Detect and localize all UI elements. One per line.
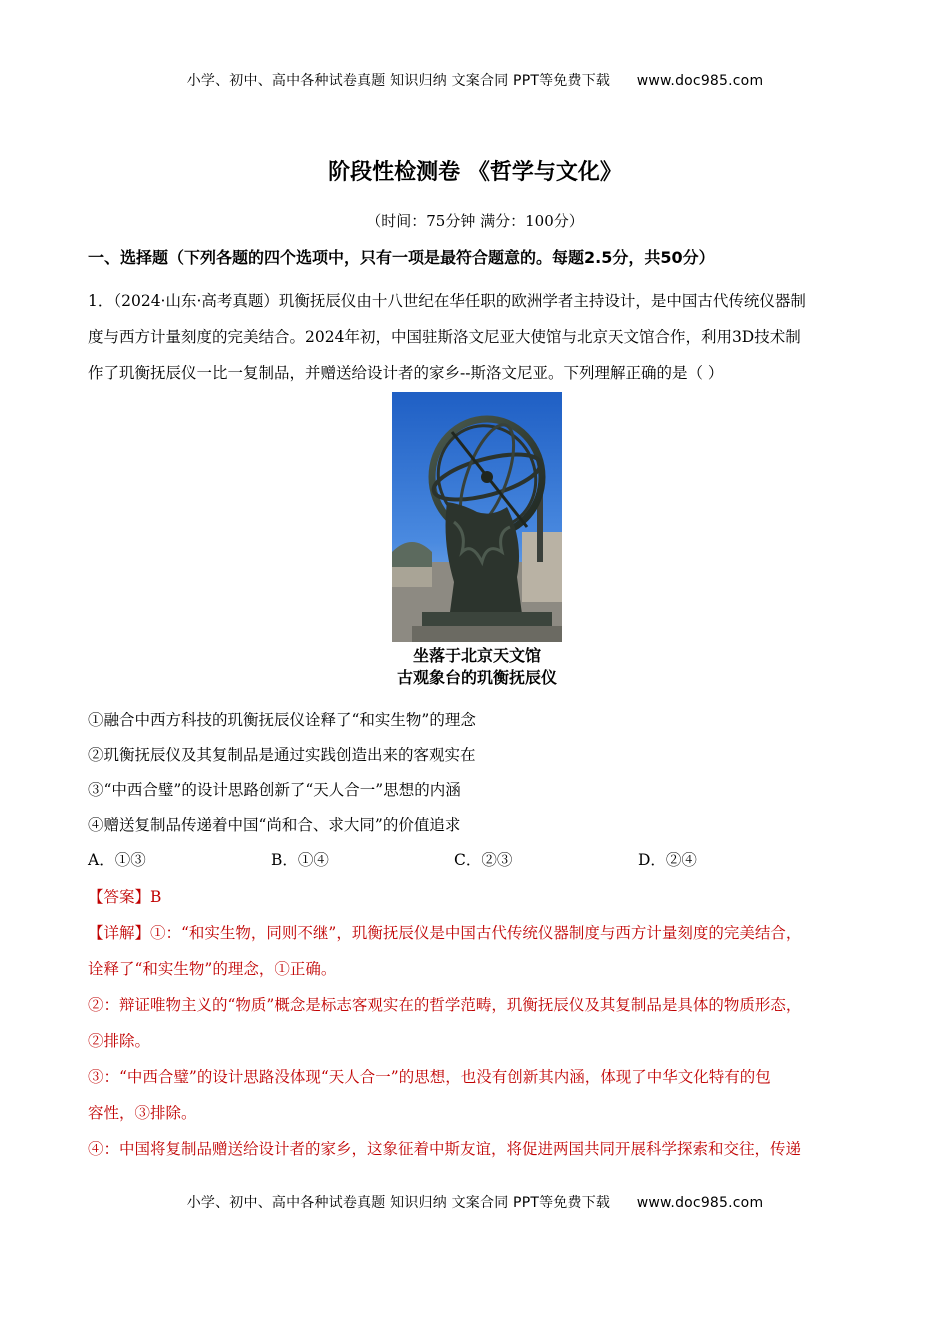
analysis-line: ④：中国将复制品赠送给设计者的家乡，这象征着中斯友谊，将促进两国共同开展科学探索和交往，传递 [88, 1140, 802, 1158]
analysis-line: 【详解】①：“和实生物，同则不继”，玑衡抚辰仪是中国古代传统仪器制度与西方计量刻度的完美结合， [88, 924, 802, 942]
statement-item: ①融合中西方科技的玑衡抚辰仪诠释了“和实生物”的理念 [88, 711, 476, 729]
statement-item: ④赠送复制品传递着中国“尚和合、求大同”的价值追求 [88, 816, 461, 834]
page-title: 阶段性检测卷 《哲学与文化》 [328, 160, 622, 185]
statement-item: ③“中西合璧”的设计思路创新了“天人合一”思想的内涵 [88, 781, 461, 799]
footer-text: 小学、初中、高中各种试卷真题 知识归纳 文案合同 PPT等免费下载 [186, 1195, 611, 1211]
question-line: 1．（2024·山东·高考真题）玑衡抚辰仪由十八世纪在华任职的欧洲学者主持设计，是中国古代传统仪器制 [88, 292, 806, 310]
statement-item: ②玑衡抚辰仪及其复制品是通过实践创造出来的客观实在 [88, 746, 476, 764]
question-line: 度与西方计量刻度的完美结合。2024年初，中国驻斯洛文尼亚大使馆与北京天文馆合作，利用3D技术制 [88, 328, 801, 346]
section-heading: 一、选择题（下列各题的四个选项中，只有一项是最符合题意的。每题2.5分，共50分） [88, 248, 715, 267]
option-b[interactable]: B．①④ [271, 851, 329, 869]
analysis-block [88, 915, 870, 1167]
page-footer [0, 1192, 950, 1212]
caption-line: 古观象台的玑衡抚辰仪 [396, 668, 557, 687]
caption-line: 坐落于北京天文馆 [412, 646, 541, 665]
option-c[interactable]: C．②③ [454, 851, 513, 869]
footer-url-link[interactable]: www.doc985.com [636, 1195, 764, 1211]
option-d[interactable]: D．②④ [638, 851, 697, 869]
figure-caption [300, 645, 654, 689]
page-header [0, 70, 950, 90]
header-url-link[interactable]: www.doc985.com [636, 73, 764, 89]
analysis-line: ③：“中西合璧”的设计思路没体现“天人合一”的思想，也没有创新其内涵，体现了中华文化特有的包 [88, 1068, 771, 1086]
analysis-line: 诠释了“和实生物”的理念，①正确。 [88, 960, 337, 978]
analysis-line: ②：辩证唯物主义的“物质”概念是标志客观实在的哲学范畴，玑衡抚辰仪及其复制品是具体的物质形态， [88, 996, 802, 1014]
analysis-line: ②排除。 [88, 1032, 151, 1050]
exam-meta: （时间：75分钟 满分：100分） [366, 212, 584, 230]
answer-options [88, 843, 868, 878]
question-stem [88, 283, 868, 391]
analysis-line: 容性，③排除。 [88, 1104, 197, 1122]
header-text: 小学、初中、高中各种试卷真题 知识归纳 文案合同 PPT等免费下载 [186, 73, 611, 89]
question-line: 作了玑衡抚辰仪一比一复制品，并赠送给设计者的家乡--斯洛文尼亚。下列理解正确的是（ ） [88, 364, 724, 382]
statement-list [88, 703, 868, 843]
option-a[interactable]: A．①③ [88, 851, 146, 869]
armillary-sphere-photo [392, 392, 562, 642]
answer-line: 【答案】B [88, 888, 162, 906]
